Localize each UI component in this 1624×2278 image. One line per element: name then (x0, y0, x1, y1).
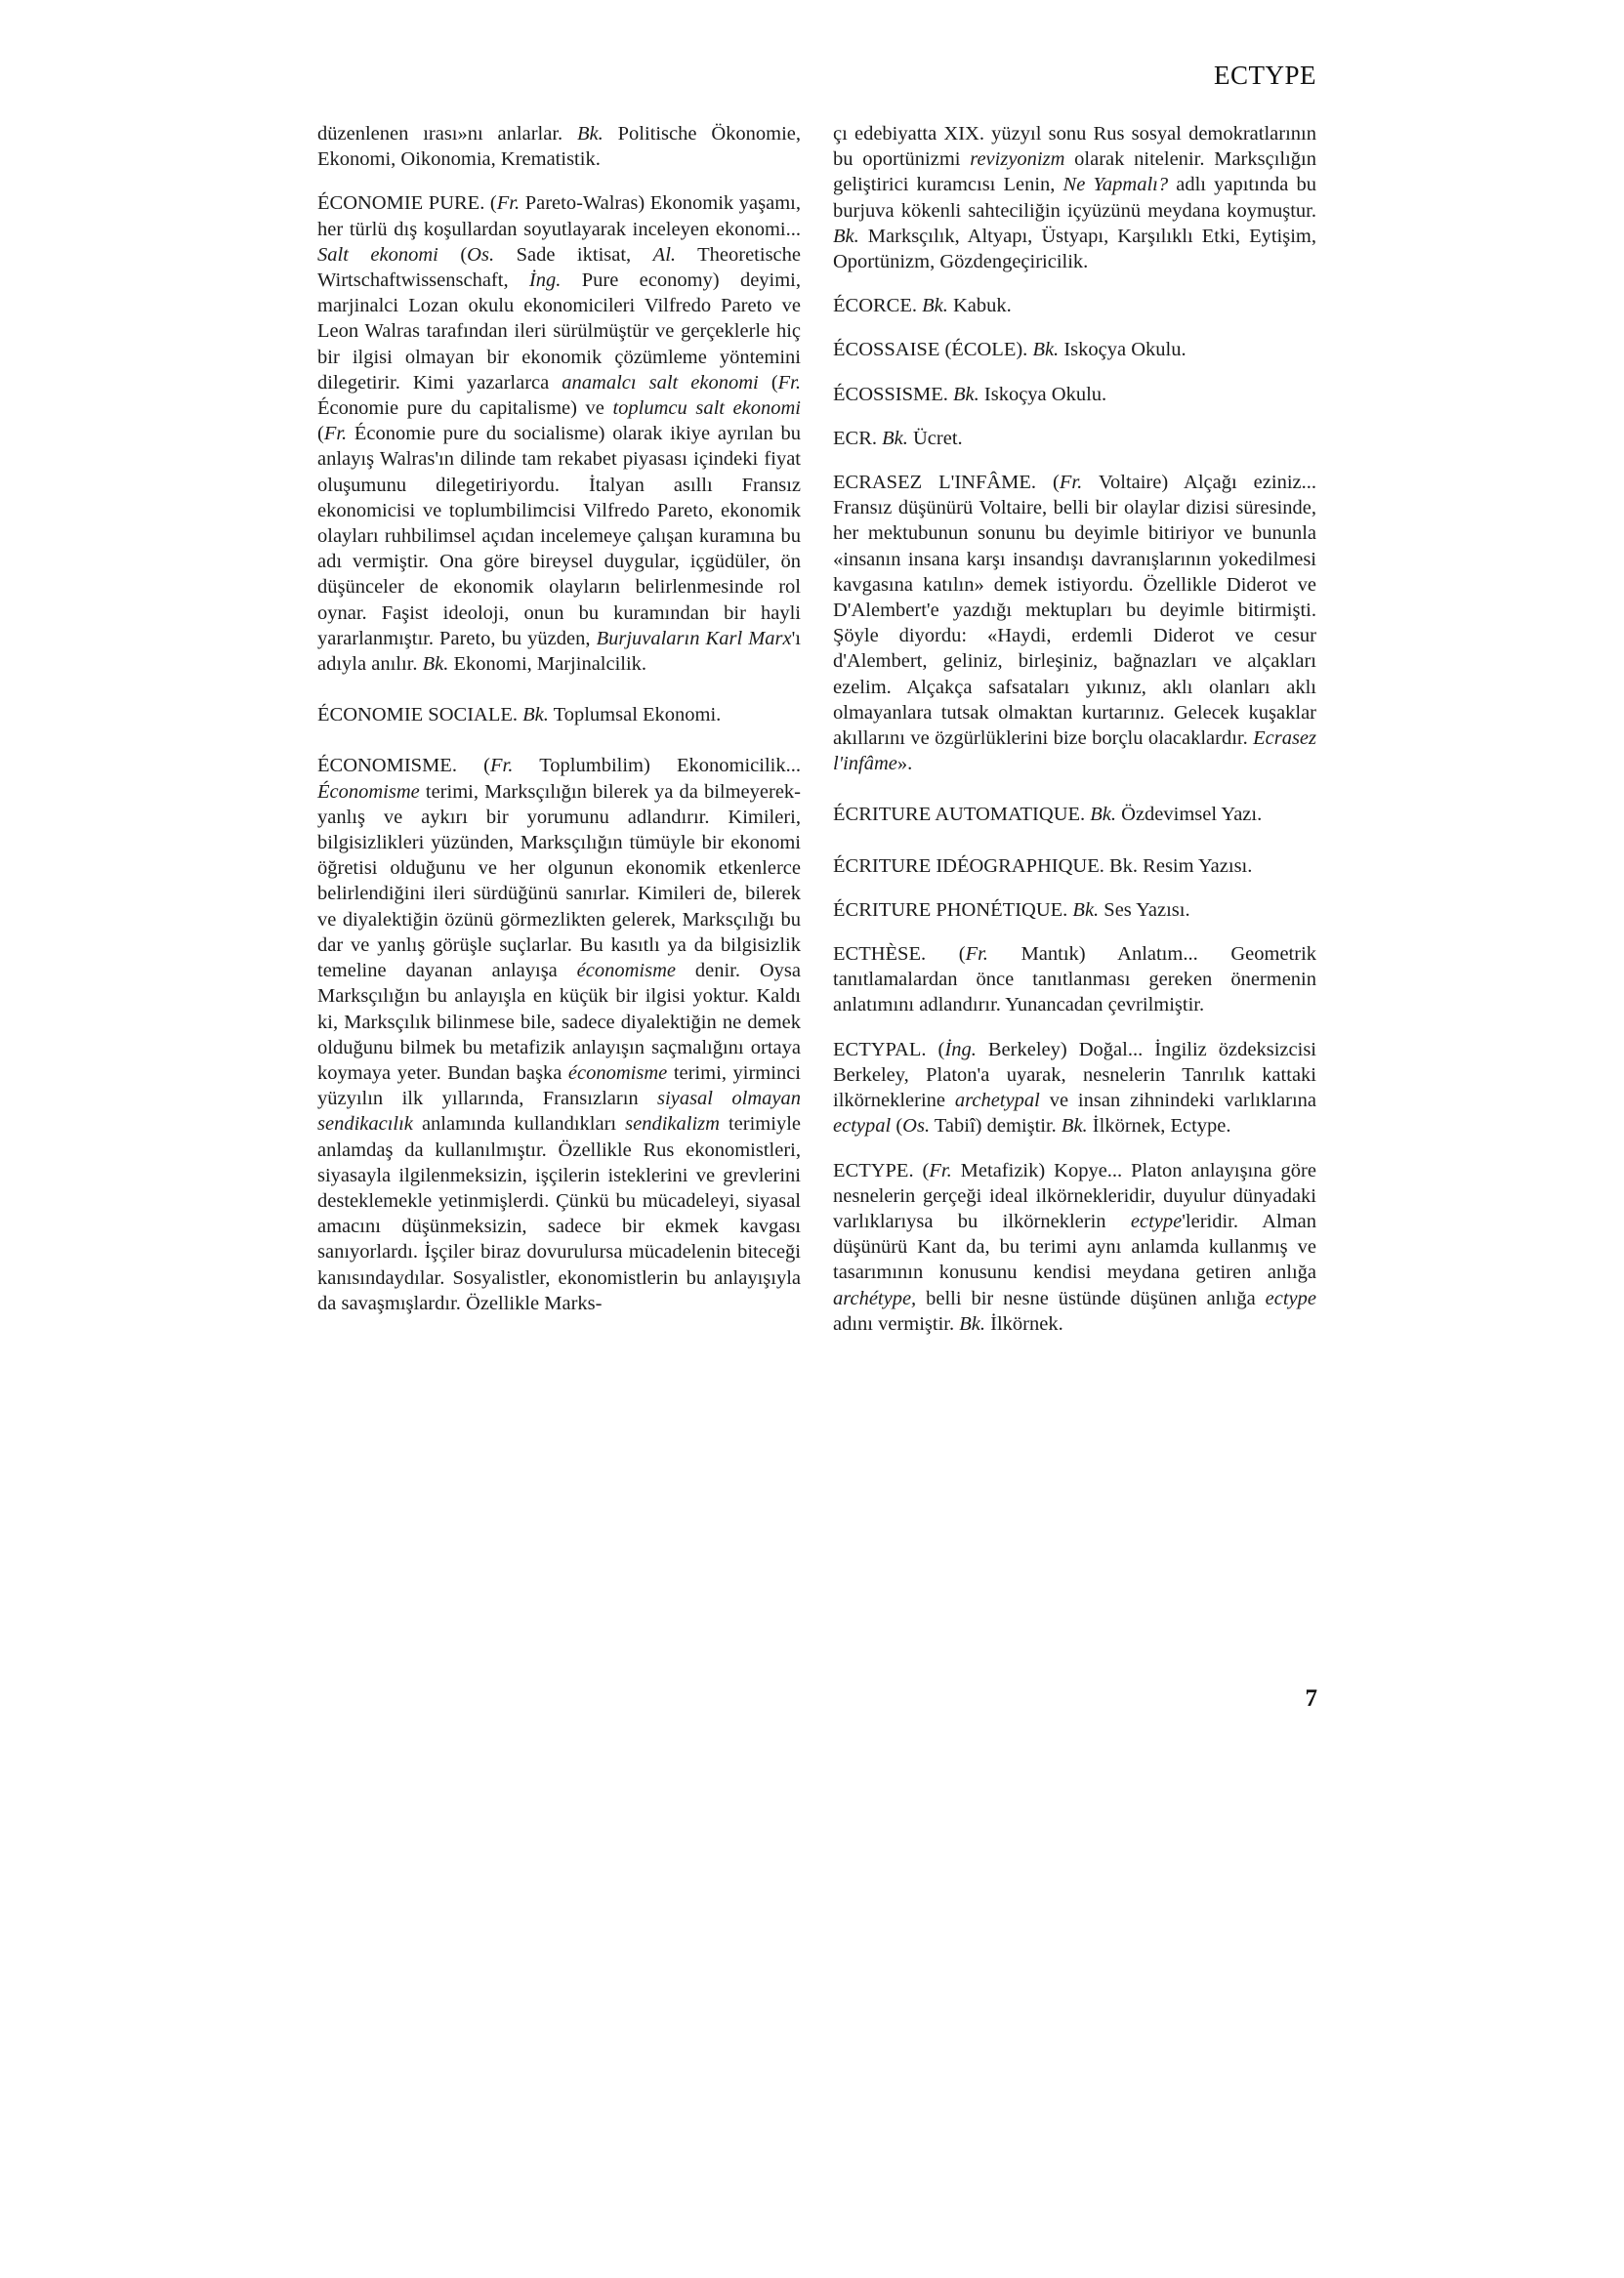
right-column (833, 121, 1316, 1355)
dictionary-entry: ECTHÈSE. (Fr. Mantık) Anlatım... Geometrik tanıtlamalardan önce tanıtlanması gereken önermenin anlatımını adlandırır. Yunancadan çevrilmiştir. (833, 943, 1317, 1016)
running-header: ECTYPE (1213, 61, 1316, 90)
dictionary-entry: ECTYPE. (Fr. Metafizik) Kopye... Platon anlayışına göre nesnelerin gerçeği ideal ilkörnekleridir, duyulur dünyadaki varlıklarıysa bu ilkörneklerin ectype'leridir. Alman düşünürü Kant da, bu terimi aynı anlamda kullanmış ve tasarımının konusunu kendisi meydana getiren anlığa archétype, belli bir nesne üstünde düşünen anlığa ectype adını vermiştir. Bk. İlkörnek. (833, 1159, 1316, 1335)
dictionary-entry: ECR. Bk. Ücret. (833, 427, 963, 449)
dictionary-entry: çı edebiyatta XIX. yüzyıl sonu Rus sosyal demokratlarının bu oportünizmi revizyonizm olarak nitelenir. Marksçılığın geliştirici kuramcısı Lenin, Ne Yapmalı? adlı yapıtında bu burjuva kökenli sahteciliğin içyüzünü meydana koymuştur. Bk. Marksçılık, Altyapı, Üstyapı, Karşılıklı Etki, Eytişim, Oportünizm, Gözdengeçiricilik. (833, 123, 1316, 273)
dictionary-entry: ÉCRITURE AUTOMATIQUE. Bk. Özdevimsel Yazı. (833, 804, 1263, 826)
dictionary-entry: ECRASEZ L'INFÂME. (Fr. Voltaire) Alçağı eziniz... Fransız düşünürü Voltaire, belli bir olaylar dizisi süresinde, her mektubunun sonunu bu deyimle bitiriyor ve bununla «insanın insana karşı insandışı davranışlarının yokedilmesi kavgasına katılın» demek istiyordu. Özellikle Diderot ve D'Alembert'e yazdığı mektupları bu deyimle bitirmişti. Şöyle diyordu: «Haydi, erdemli Diderot ve cesur d'Alembert, geliniz, birleşiniz, bağnazları ve alçakları ezelim. Alçakça safsataları yıkınız, aklı olanları aklı olmayanlara tutsak olmaktan kurtarınız. Gelecek kuşaklar akıllarını ve özgürlüklerini bize borçlu olacaklardır. Ecrasez l'infâme». (833, 472, 1316, 775)
dictionary-entry: ÉCOSSAISE (ÉCOLE). Bk. Iskoçya Okulu. (833, 339, 1187, 361)
dictionary-entry: ÉCRITURE PHONÉTIQUE. Bk. Ses Yazısı. (833, 898, 1190, 921)
page-number: 7 (1305, 1685, 1317, 1712)
dictionary-entry: ÉCONOMIE PURE. (Fr. Pareto-Walras) Ekonomik yaşamı, her türlü dış koşullardan soyutlayarak inceleyen ekonomi... Salt ekonomi (Os. Sade iktisat, Al. Theoretische Wirtschaftwissenschaft, İng. Pure economy) deyimi, marjinalci Lozan okulu ekonomicileri Vilfredo Pareto ve Leon Walras tarafından ileri sürülmüştür ve gerçeklerle hiç bir ilgisi olmayan bir ekonomik çözümleme yöntemini dilegetirir. Kimi yazarlarca anamalcı salt ekonomi (Fr. Économie pure du capitalisme) ve toplumcu salt ekonomi (Fr. Économie pure du socialisme) olarak ikiye ayrılan bu anlayış Walras'ın dilinde tam rekabet piyasası içindeki fiyat oluşumunu dilegetiriyordu. İtalyan asıllı Fransız ekonomicisi ve toplumbilimcisi Vilfredo Pareto, ekonomik olayları ruhbilimsel açıdan incelemeye çalışan kuramına bu adı vermiştir. Ona göre bireysel duygular, içgüdüler, ön düşünceler de ekonomik olayların belirlenmesinde rol oynar. Faşist ideoloji, onun bu kuramından bir hayli yararlanmıştır. Pareto, bu yüzden, Burjuvaların Karl Marx'ı adıyla anılır. Bk. Ekonomi, Marjinalcilik. (317, 192, 802, 676)
dictionary-entry: ÉCRITURE IDÉOGRAPHIQUE. Bk. Resim Yazısı. (833, 854, 1253, 877)
dictionary-entry: ÉCOSSISME. Bk. Iskoçya Okulu. (833, 383, 1107, 405)
dictionary-entry: düzenlenen ırası»nı anlarlar. Bk. Politische Ökonomie, Ekonomi, Oikonomia, Krematistik. (317, 123, 801, 171)
dictionary-entry: ECTYPAL. (İng. Berkeley) Doğal... İngiliz özdeksizcisi Berkeley, Platon'a uyarak, nesnelerin Tanrılık kattaki ilkörneklerine archetypal ve insan zihnindeki varlıklarına ectypal (Os. Tabiî) demiştir. Bk. İlkörnek, Ectype. (833, 1038, 1317, 1138)
dictionary-entry: ÉCONOMIE SOCIALE. Bk. Toplumsal Ekonomi. (317, 704, 722, 726)
dictionary-entry: ÉCORCE. Bk. Kabuk. (833, 295, 1012, 317)
left-column (317, 121, 801, 1335)
dictionary-entry: ÉCONOMISME. (Fr. Toplumbilim) Ekonomicilik... Économisme terimi, Marksçılığın bilerek ya da bilmeyerek- yanlış ve aykırı bir yorumunu adlandırır. Kimileri, bilgisizlikleri yüzünden, Marksçılığın tümüyle bir ekonomi öğretisi olduğunu ve her olgunun ekonomik etkenlerce belirlendiğini ileri sürdüğünü sanırlar. Kimileri de, bilerek ve diyalektiğin özünü görmezlikten gelerek, Marksçılığı bu dar ve yanlış görüşle suçlarlar. Bu kasıtlı ya da bilgisizlik temeline dayanan anlayışa économisme denir. Oysa Marksçılığın bu anlayışla en küçük bir ilgisi yoktur. Kaldı ki, Marksçılık bilinmese bile, sadece diyalektiğin ne demek olduğunu bilmek bu metafizik anlayışın saçmalığını ortaya koymaya yeter. Bundan başka économisme terimi, yirminci yüzyılın ilk yıllarında, Fransızların siyasal olmayan sendikacılık anlamında kullandıkları sendikalizm terimiyle anlamdaş da kullanılmıştır. Özellikle Rus ekonomistleri, siyasayla ilgilenmeksizin, işçilerin isteklerini ve grevlerini desteklemekle yetinmişlerdi. Çünkü bu mücadeleyi, siyasal amacını düşünmeksizin, sadece bir ekmek kavgası sanıyorlardı. İşçiler biraz dovurulursa mücadelenin biteceği kanısındaydılar. Sosyalistler, ekonomistlerin bu anlayışıyla da savaşmışlardır. Özellikle Marks- (317, 755, 802, 1314)
